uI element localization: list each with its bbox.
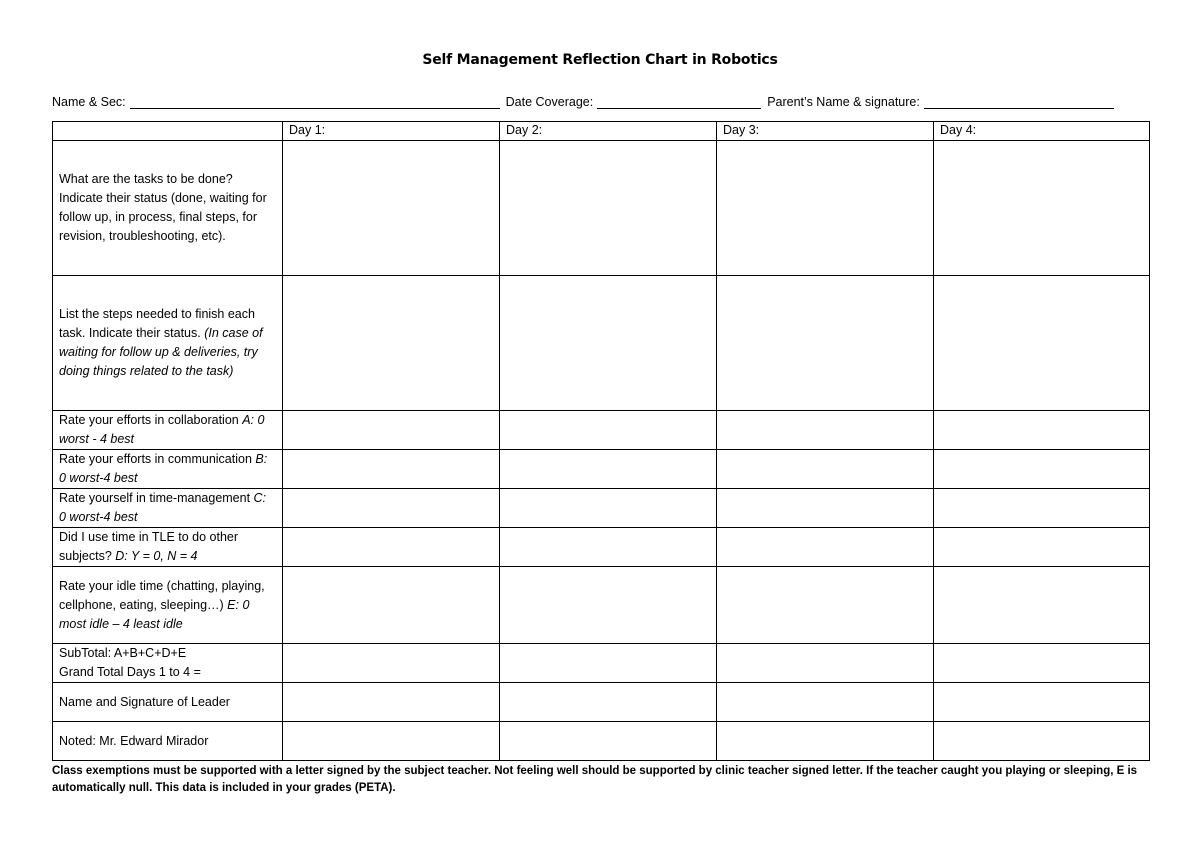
entry-cell[interactable] (500, 276, 717, 411)
row-label-tasks: What are the tasks to be done? Indicate their status (done, waiting for follow up, in process, final steps, for revision, troubleshooting, etc). (53, 141, 283, 276)
entry-cell[interactable] (717, 722, 934, 761)
entry-cell[interactable] (717, 276, 934, 411)
entry-cell[interactable] (717, 489, 934, 528)
entry-cell[interactable] (500, 141, 717, 276)
table-row (53, 276, 1150, 411)
entry-cell[interactable] (500, 411, 717, 450)
entry-cell[interactable] (500, 567, 717, 644)
row-label-idle-time: Rate your idle time (chatting, playing, cellphone, eating, sleeping…) E: 0 most idle – 4 least idle (53, 567, 283, 644)
entry-cell[interactable] (500, 489, 717, 528)
entry-cell[interactable] (283, 276, 500, 411)
row-label-subtotal: SubTotal: A+B+C+D+E Grand Total Days 1 to 4 = (53, 644, 283, 683)
entry-cell[interactable] (934, 528, 1150, 567)
entry-cell[interactable] (717, 141, 934, 276)
table-row (53, 528, 1150, 567)
table-row (53, 683, 1150, 722)
row-label-tle-time: Did I use time in TLE to do other subjects? D: Y = 0, N = 4 (53, 528, 283, 567)
table-row (53, 450, 1150, 489)
entry-cell[interactable] (500, 450, 717, 489)
entry-cell[interactable] (283, 450, 500, 489)
row-label-time-management: Rate yourself in time-management C: 0 worst-4 best (53, 489, 283, 528)
entry-cell[interactable] (717, 683, 934, 722)
entry-cell[interactable] (500, 722, 717, 761)
entry-cell[interactable] (283, 411, 500, 450)
row-label-steps: List the steps needed to finish each task. Indicate their status. (In case of waiting for follow up & deliveries, try doing things related to the task) (53, 276, 283, 411)
entry-cell[interactable] (934, 450, 1150, 489)
table-row (53, 141, 1150, 276)
entry-cell[interactable] (934, 683, 1150, 722)
table-row (53, 722, 1150, 761)
date-coverage-blank[interactable] (597, 94, 761, 109)
entry-cell[interactable] (717, 567, 934, 644)
corner-cell (53, 122, 283, 141)
entry-cell[interactable] (283, 528, 500, 567)
entry-cell[interactable] (283, 489, 500, 528)
name-sec-blank[interactable] (130, 94, 500, 109)
entry-cell[interactable] (283, 644, 500, 683)
entry-cell[interactable] (500, 683, 717, 722)
entry-cell[interactable] (283, 141, 500, 276)
entry-cell[interactable] (934, 276, 1150, 411)
table-row (53, 644, 1150, 683)
reflection-table (52, 121, 1150, 761)
table-row (53, 411, 1150, 450)
parent-signature-blank[interactable] (924, 94, 1114, 109)
parent-signature-label: Parent’s Name & signature: (767, 95, 920, 109)
document-title: Self Management Reflection Chart in Robotics (422, 52, 778, 68)
entry-cell[interactable] (283, 683, 500, 722)
entry-cell[interactable] (934, 567, 1150, 644)
row-label-noted: Noted: Mr. Edward Mirador (53, 722, 283, 761)
entry-cell[interactable] (934, 644, 1150, 683)
row-label-leader-signature: Name and Signature of Leader (53, 683, 283, 722)
row-label-collaboration: Rate your efforts in collaboration A: 0 worst - 4 best (53, 411, 283, 450)
day-header: Day 3: (717, 122, 934, 141)
day-header: Day 2: (500, 122, 717, 141)
header-fields (52, 89, 1152, 109)
entry-cell[interactable] (934, 141, 1150, 276)
table-row (53, 567, 1150, 644)
table-row (53, 489, 1150, 528)
table-header-row (53, 122, 1150, 141)
day-header: Day 1: (283, 122, 500, 141)
entry-cell[interactable] (717, 644, 934, 683)
entry-cell[interactable] (717, 528, 934, 567)
name-sec-label: Name & Sec: (52, 95, 126, 109)
entry-cell[interactable] (717, 450, 934, 489)
entry-cell[interactable] (934, 722, 1150, 761)
entry-cell[interactable] (500, 528, 717, 567)
day-header: Day 4: (934, 122, 1150, 141)
entry-cell[interactable] (934, 411, 1150, 450)
entry-cell[interactable] (283, 722, 500, 761)
footer-note: Class exemptions must be supported with a letter signed by the subject teacher. Not feeling well should be supported by clinic teacher signed letter. If the teacher caught you playing or sleeping, E is automatically null. This data is included in your grades (PETA). (52, 765, 1138, 794)
date-coverage-label: Date Coverage: (505, 95, 594, 109)
entry-cell[interactable] (500, 644, 717, 683)
entry-cell[interactable] (717, 411, 934, 450)
row-label-communication: Rate your efforts in communication B: 0 worst-4 best (53, 450, 283, 489)
entry-cell[interactable] (283, 567, 500, 644)
entry-cell[interactable] (934, 489, 1150, 528)
